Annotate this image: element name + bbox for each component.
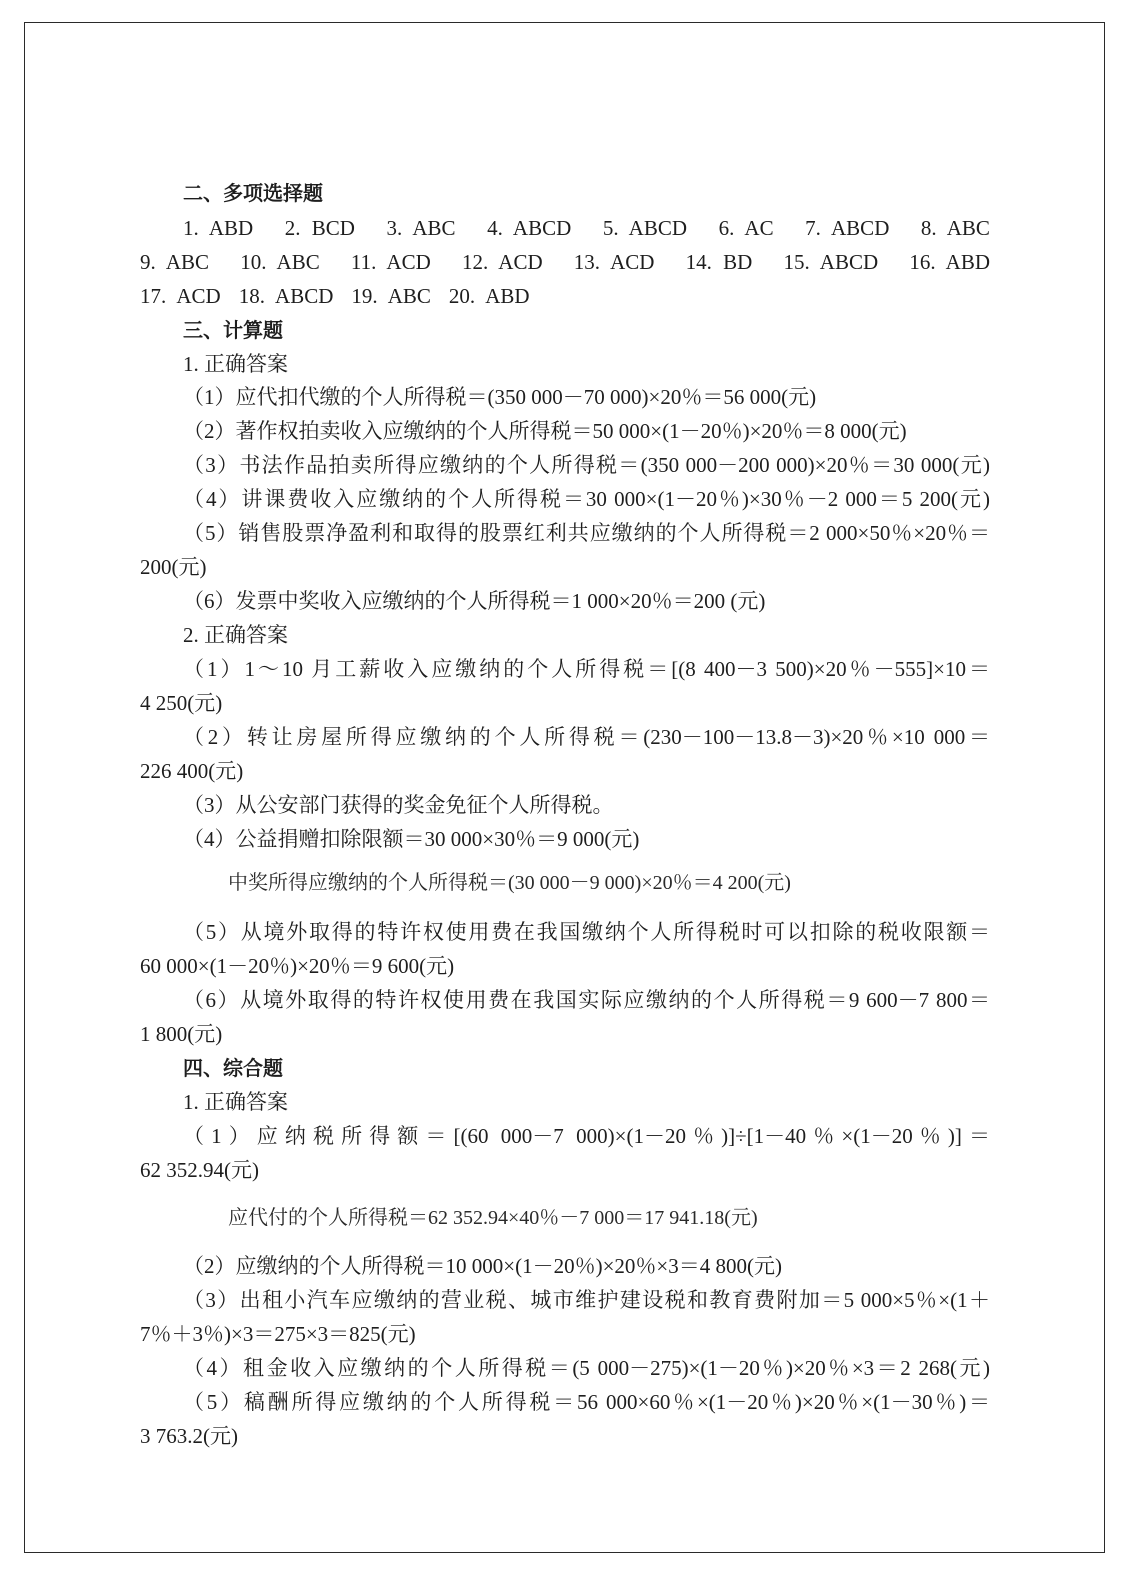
mc-answer: 14. BD [685,250,753,274]
item-note: 应代付的个人所得税＝62 352.94×40％－7 000＝17 941.18(元) [228,1207,758,1229]
answer-line [183,216,990,240]
mc-answer: 9. ABC [140,250,210,274]
mc-answer: 18. ABCD [238,284,334,308]
item-line: （3）出租小汽车应缴纳的营业税、城市维护建设税和教育费附加＝5 000×5％×(1＋ [183,1288,990,1312]
question-label: 2. 正确答案 [183,623,288,647]
item-line-continued: 62 352.94(元) [140,1158,259,1182]
item-line: （6）发票中奖收入应缴纳的个人所得税＝1 000×20％＝200 (元) [183,589,766,613]
item-line: （5）从境外取得的特许权使用费在我国缴纳个人所得税时可以扣除的税收限额＝ [183,920,990,944]
section-heading-multiple-choice: 二、多项选择题 [183,181,323,205]
item-line: （3）从公安部门获得的奖金免征个人所得税。 [183,793,614,817]
item-line: （4）租金收入应缴纳的个人所得税＝(5 000－275)×(1－20％)×20％×3＝2 268(元) [183,1356,990,1380]
item-line-continued: 7％＋3％)×3＝275×3＝825(元) [140,1322,416,1346]
item-line: （3）书法作品拍卖所得应缴纳的个人所得税＝(350 000－200 000)×20％＝30 000(元) [183,453,990,477]
item-line: （2）应缴纳的个人所得税＝10 000×(1－20％)×20％×3＝4 800(元) [183,1254,783,1278]
mc-answer: 2. BCD [284,216,355,240]
mc-answer: 3. ABC [386,216,456,240]
mc-answer: 10. ABC [240,250,320,274]
mc-answer: 11. ACD [350,250,431,274]
mc-answer: 7. ABCD [805,216,890,240]
item-line-continued: 200(元) [140,555,207,579]
item-line-continued: 4 250(元) [140,691,223,715]
item-line: （5）稿酬所得应缴纳的个人所得税＝56 000×60％×(1－20％)×20％×(1－30％)＝ [183,1390,990,1414]
item-line: （1）1～10 月工薪收入应缴纳的个人所得税＝[(8 400－3 500)×20％－555]×10＝ [183,657,990,681]
mc-answer: 13. ACD [573,250,655,274]
item-line: （5）销售股票净盈利和取得的股票红利共应缴纳的个人所得税＝2 000×50％×20％＝ [183,521,990,545]
item-note: 中奖所得应缴纳的个人所得税＝(30 000－9 000)×20％＝4 200(元) [228,872,791,894]
item-line: （2）著作权拍卖收入应缴纳的个人所得税＝50 000×(1－20％)×20％＝8 000(元) [183,419,907,443]
item-line-continued: 3 763.2(元) [140,1424,238,1448]
mc-answer: 15. ABCD [783,250,879,274]
item-line-continued: 226 400(元) [140,759,244,783]
answer-line [140,250,990,274]
answer-line [140,284,530,308]
mc-answer: 1. ABD [183,216,254,240]
mc-answer: 8. ABC [920,216,990,240]
mc-answer: 17. ACD [140,284,221,308]
section-heading-calculation: 三、计算题 [183,318,283,342]
item-line-continued: 60 000×(1－20％)×20％＝9 600(元) [140,954,455,978]
item-line: （4）公益捐赠扣除限额＝30 000×30％＝9 000(元) [183,827,640,851]
item-line: （4）讲课费收入应缴纳的个人所得税＝30 000×(1－20％)×30％－2 000＝5 200(元) [183,487,990,511]
question-label: 1. 正确答案 [183,1090,288,1114]
section-heading-comprehensive: 四、综合题 [183,1056,283,1080]
mc-answer: 6. AC [718,216,774,240]
item-line: （1）应纳税所得额＝[(60 000－7 000)×(1－20％)]÷[1－40％×(1－20％)]＝ [183,1124,990,1148]
mc-answer: 4. ABCD [487,216,572,240]
item-line: （1）应代扣代缴的个人所得税＝(350 000－70 000)×20％＝56 000(元) [183,385,817,409]
item-line: （2）转让房屋所得应缴纳的个人所得税＝(230－100－13.8－3)×20％×10 000＝ [183,725,990,749]
mc-answer: 16. ABD [909,250,990,274]
mc-answer: 5. ABCD [602,216,688,240]
question-label: 1. 正确答案 [183,352,288,376]
mc-answer: 20. ABD [448,284,530,308]
mc-answer: 19. ABC [351,284,431,308]
item-line: （6）从境外取得的特许权使用费在我国实际应缴纳的个人所得税＝9 600－7 800＝ [183,988,990,1012]
item-line-continued: 1 800(元) [140,1022,223,1046]
mc-answer: 12. ACD [461,250,543,274]
